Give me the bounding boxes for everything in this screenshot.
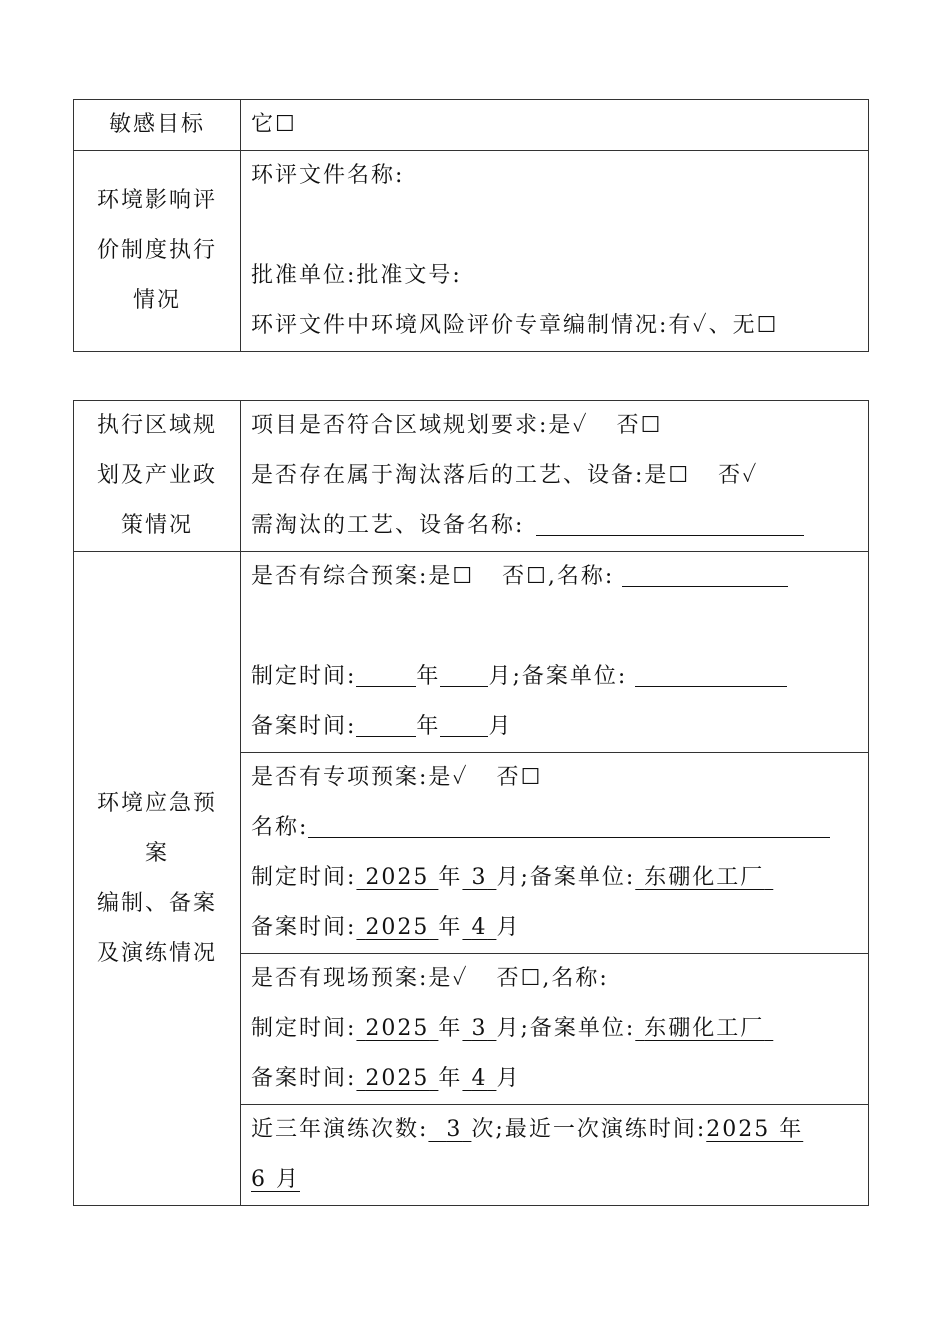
eia-system-label: 环境影响评 价制度执行 情况 [74,151,241,352]
emergency-plan-label: 环境应急预 案 编制、备案 及演练情况 [74,552,241,1206]
comprehensive-set-time: 制定时间: 年 月;备案单位: [251,652,862,702]
drill-count: 近三年演练次数: 3 次;最近一次演练时间:2025 年 [251,1117,804,1142]
sensitive-target-label: 敏感目标 [74,100,241,151]
special-plan-content [241,753,869,954]
planning-compliance: 项目是否符合区域规划要求:是✓ 否☐ [251,413,663,438]
policy-emergency-table [73,400,869,1206]
special-plan-status: 是否有专项预案:是✓ 否☐ [251,765,543,790]
obsolete-equipment: 是否存在属于淘汰落后的工艺、设备:是☐ 否✓ [251,463,759,488]
sensitive-eia-table [73,99,869,352]
table-row [74,100,869,151]
comprehensive-plan-status: 是否有综合预案:是☐ 否☐,名称: [251,552,862,602]
onsite-plan-content [241,954,869,1105]
sensitive-target-value: 它☐ [241,100,869,151]
special-set-time: 制定时间: 2025 年 3 月;备案单位: 东硼化工厂 [251,865,765,890]
table-row [74,401,869,552]
risk-chapter-status: 环评文件中环境风险评价专章编制情况:有✓、无☐ [251,313,779,338]
eia-system-content [241,151,869,352]
onsite-filing-time: 备案时间: 2025 年 4 月 [251,1066,521,1091]
special-plan-name: 名称: [251,803,862,853]
table-row [74,151,869,352]
eia-approval: 批准单位:批准文号: [251,263,462,288]
table-row [74,552,869,753]
comprehensive-filing-time: 备案时间: 年 月 [251,702,862,752]
onsite-plan-status: 是否有现场预案:是✓ 否☐,名称: [251,966,609,991]
eia-file-name: 环评文件名称: [251,163,405,188]
planning-policy-label: 执行区域规 划及产业政 策情况 [74,401,241,552]
planning-policy-content [241,401,869,552]
special-filing-time: 备案时间: 2025 年 4 月 [251,915,521,940]
onsite-set-time: 制定时间: 2025 年 3 月;备案单位: 东硼化工厂 [251,1016,765,1041]
drill-last-time: 6 月 [251,1167,300,1192]
comprehensive-plan-content [241,552,869,753]
drill-content [241,1105,869,1206]
obsolete-equipment-name: 需淘汰的工艺、设备名称: [251,501,862,551]
